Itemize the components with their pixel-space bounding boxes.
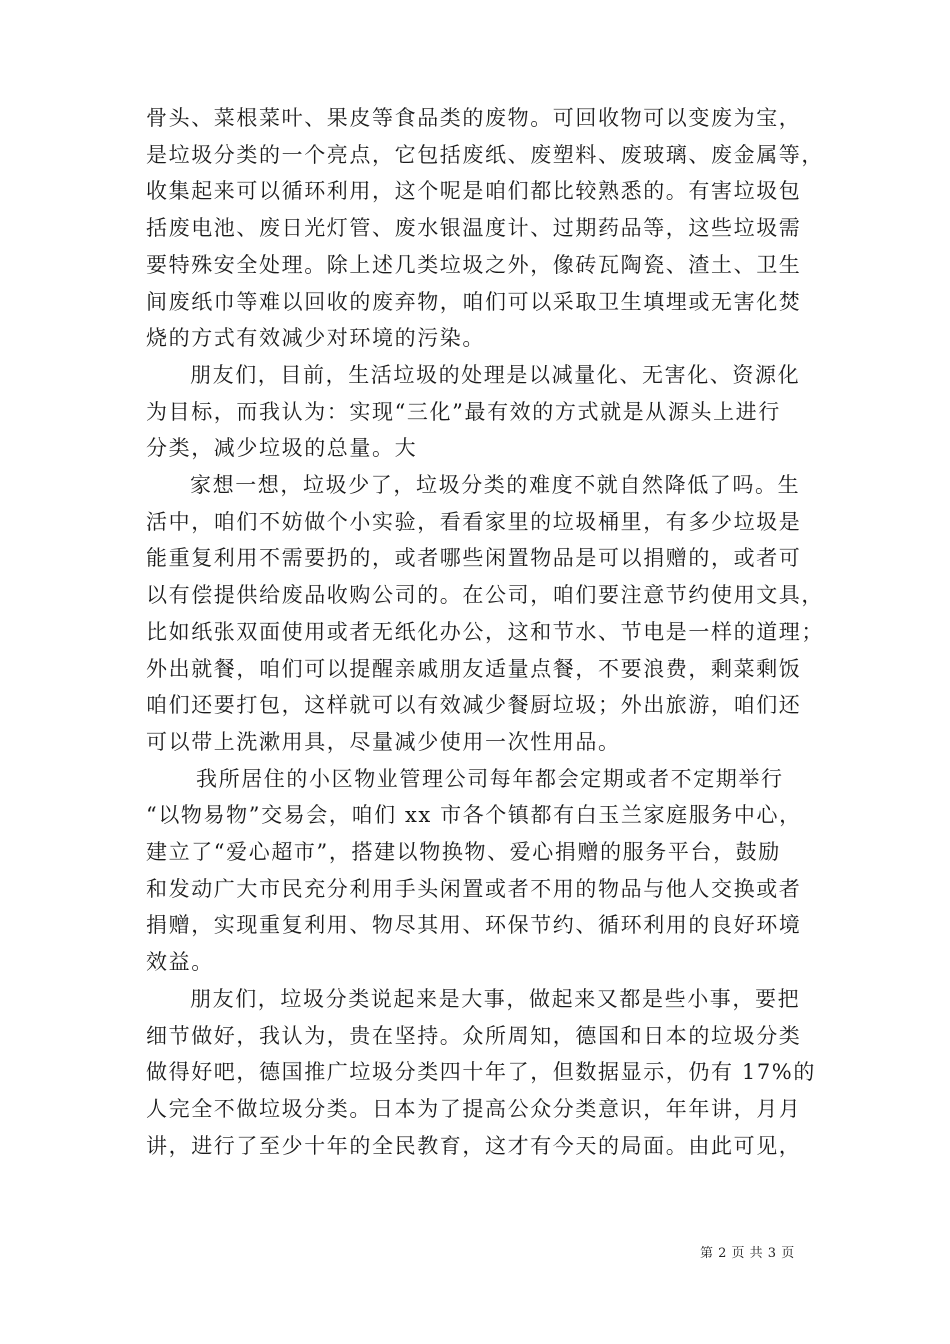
text-line: 细节做好，我认为，贵在坚持。众所周知，德国和日本的垃圾分类 (146, 1023, 802, 1048)
text-line: 比如纸张双面使用或者无纸化办公，这和节水、节电是一样的道理； (146, 619, 824, 644)
paragraph-three-goals (146, 357, 814, 467)
paragraph-waste-categories (146, 100, 824, 357)
text-line: 要特殊安全处理。除上述几类垃圾之外，像砖瓦陶瓷、渣土、卫生 (146, 252, 802, 277)
paragraph-reduce-waste (146, 467, 824, 761)
text-line: 咱们还要打包，这样就可以有效减少餐厨垃圾；外出旅游，咱们还 (146, 693, 802, 718)
text-line: 人完全不做垃圾分类。日本为了提高公众分类意识，年年讲，月月 (146, 1096, 802, 1121)
text-line: 朋友们，垃圾分类说起来是大事，做起来又都是些小事，要把 (190, 986, 801, 1011)
text-line: 讲，进行了至少十年的全民教育，这才有今天的局面。由此可见， (146, 1133, 802, 1158)
text-line: 收集起来可以循环利用，这个呢是咱们都比较熟悉的。有害垃圾包 (146, 179, 802, 204)
text-line: 能重复利用不需要扔的，或者哪些闲置物品是可以捐赠的，或者可 (146, 546, 802, 571)
text-line: 建立了“爱心超市”，搭建以物换物、爱心捐赠的服务平台，鼓励 (146, 840, 781, 865)
text-line: 朋友们，目前，生活垃圾的处理是以减量化、无害化、资源化 (190, 362, 801, 387)
text-line: 骨头、菜根菜叶、果皮等食品类的废物。可回收物可以变废为宝， (146, 106, 802, 130)
text-line: 烧的方式有效减少对环境的污染。 (146, 326, 485, 351)
paragraph-exchange-fair (146, 761, 814, 981)
text-line: 家想一想，垃圾少了，垃圾分类的难度不就自然降低了吗。生 (190, 473, 801, 498)
text-line: “以物易物”交易会，咱们 xx 市各个镇都有白玉兰家庭服务中心， (146, 803, 802, 828)
text-line: 和发动广大市民充分利用手头闲置或者不用的物品与他人交换或者 (146, 876, 802, 901)
paragraph-persistence (146, 981, 814, 1165)
text-line: 可以带上洗漱用具，尽量减少使用一次性用品。 (146, 729, 621, 754)
text-line: 我所居住的小区物业管理公司每年都会定期或者不定期举行 (196, 766, 784, 791)
text-line: 效益。 (146, 950, 214, 975)
text-line: 是垃圾分类的一个亮点，它包括废纸、废塑料、废玻璃、废金属等， (146, 142, 824, 167)
page-number-footer: 第 2 页 共 3 页 (700, 1246, 795, 1261)
text-line: 括废电池、废日光灯管、废水银温度计、过期药品等，这些垃圾需 (146, 216, 802, 241)
text-line: 以有偿提供给废品收购公司的。在公司，咱们要注意节约使用文具， (146, 583, 824, 608)
text-line: 活中，咱们不妨做个小实验，看看家里的垃圾桶里，有多少垃圾是 (146, 509, 802, 534)
text-line: 捐赠，实现重复利用、物尽其用、环保节约、循环利用的良好环境 (146, 913, 802, 938)
text-line: 做得好吧，德国推广垃圾分类四十年了，但数据显示，仍有 17%的 (146, 1060, 816, 1085)
text-line: 为目标，而我认为：实现“三化”最有效的方式就是从源头上进行 (146, 399, 781, 424)
text-line: 外出就餐，咱们可以提醒亲戚朋友适量点餐，不要浪费，剩菜剩饭 (146, 656, 802, 681)
text-line: 分类，减少垃圾的总量。大 (146, 436, 418, 461)
text-line: 间废纸巾等难以回收的废弃物，咱们可以采取卫生填埋或无害化焚 (146, 289, 802, 314)
document-body (146, 100, 824, 1164)
